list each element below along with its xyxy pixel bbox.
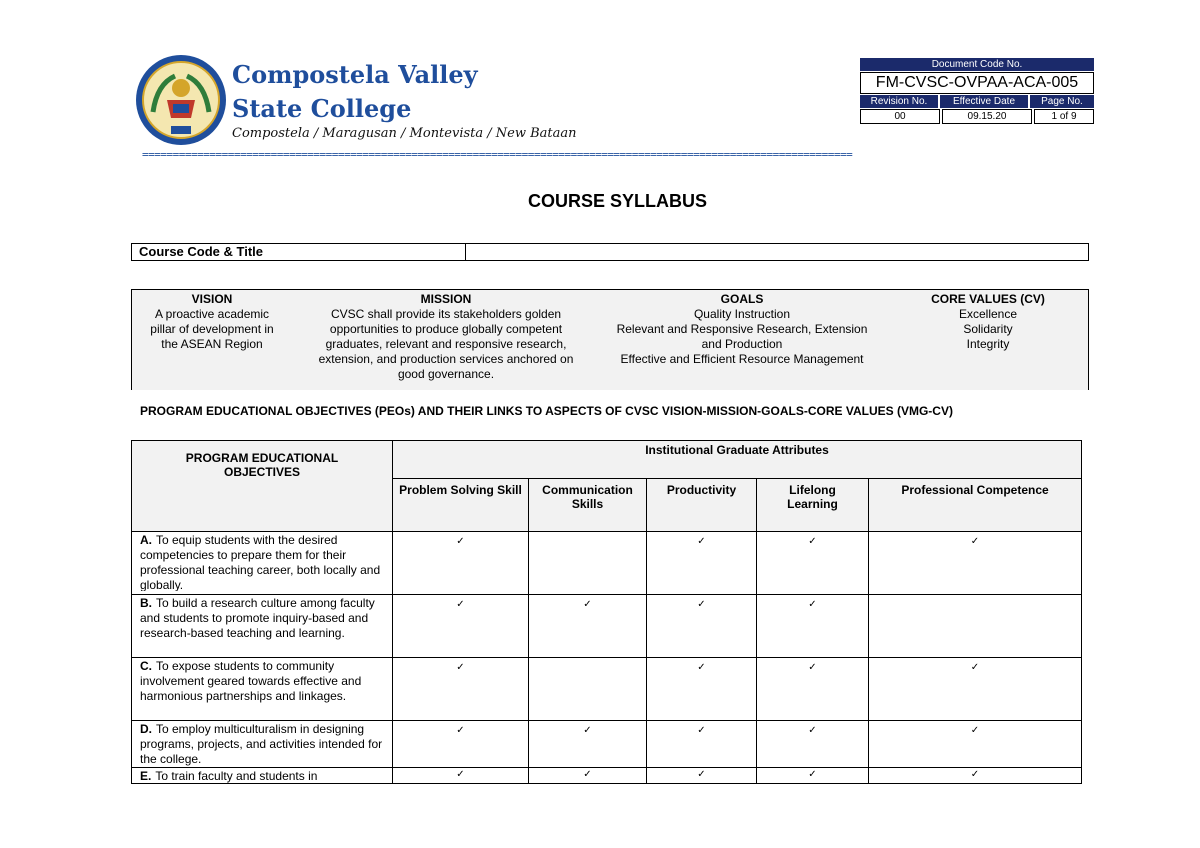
goals-line: Effective and Efficient Resource Management	[620, 352, 864, 366]
goals-column	[602, 292, 882, 367]
objective-cell	[132, 532, 393, 595]
objective-text: To expose students to community involvement geared towards effective and harmonious partnerships and linkages.	[140, 659, 362, 703]
check-cell: ✓	[757, 532, 869, 595]
core-values-heading: CORE VALUES (CV)	[931, 292, 1045, 306]
objective-letter: E.	[140, 769, 152, 783]
table-row	[132, 768, 1082, 784]
attribute-header: Productivity	[647, 479, 757, 532]
check-cell: ✓	[393, 595, 529, 658]
check-cell: ✓	[529, 721, 647, 768]
objective-letter: B.	[140, 596, 152, 610]
page-title: COURSE SYLLABUS	[527, 191, 707, 211]
attribute-header: Professional Competence	[869, 479, 1082, 532]
empty-cell	[529, 658, 647, 721]
objective-cell	[132, 595, 393, 658]
vision-line: A proactive academic	[154, 307, 270, 321]
check-cell: ✓	[647, 595, 757, 658]
core-value: Integrity	[966, 337, 1010, 351]
check-cell: ✓	[393, 532, 529, 595]
objective-text: To train faculty and students in	[155, 769, 318, 783]
check-cell: ✓	[869, 768, 1082, 784]
attributes-header: Institutional Graduate Attributes	[393, 441, 1082, 479]
campus-list: Compostela / Maragusan / Montevista / New Bataan	[232, 126, 577, 141]
goals-heading: GOALS	[720, 292, 764, 306]
objective-letter: A.	[140, 533, 152, 547]
table-row	[132, 658, 1082, 721]
check-cell: ✓	[529, 595, 647, 658]
mission-line: extension, and production services anchored on	[318, 352, 574, 366]
objective-letter: C.	[140, 659, 152, 673]
check-cell: ✓	[529, 768, 647, 784]
check-cell: ✓	[647, 532, 757, 595]
page-number-label: Page No.	[1030, 95, 1094, 108]
core-values-column	[902, 292, 1074, 352]
empty-cell	[869, 595, 1082, 658]
document-code-box	[860, 58, 1094, 124]
core-value: Excellence	[958, 307, 1018, 321]
header-divider: ====================================================================================================================	[142, 148, 853, 161]
core-value: Solidarity	[963, 322, 1013, 336]
check-cell: ✓	[869, 721, 1082, 768]
empty-cell	[529, 532, 647, 595]
check-cell: ✓	[393, 768, 529, 784]
mission-line: good governance.	[397, 367, 495, 381]
vision-line: the ASEAN Region	[161, 337, 263, 351]
objective-text: To employ multiculturalism in designing programs, projects, and activities intended for the college.	[140, 722, 383, 766]
vision-column	[132, 292, 292, 352]
course-code-table	[131, 243, 1089, 261]
check-cell: ✓	[869, 658, 1082, 721]
objective-text: To equip students with the desired competencies to prepare them for their professional teaching career, both locally and globally.	[140, 533, 381, 591]
mission-line: graduates, relevant and responsive research,	[325, 337, 567, 351]
course-code-label: Course Code & Title	[132, 244, 466, 260]
objective-text: To build a research culture among faculty and students to promote inquiry-based and research-based teaching and learning.	[140, 596, 375, 640]
attribute-header: Lifelong Learning	[757, 479, 869, 532]
revision-label: Revision No.	[860, 95, 938, 108]
goals-line: Relevant and Responsive Research, Extension	[616, 322, 868, 336]
check-cell: ✓	[647, 721, 757, 768]
mission-line: CVSC shall provide its stakeholders golden	[330, 307, 562, 321]
objective-cell	[132, 768, 393, 784]
goals-line: Quality Instruction	[693, 307, 791, 321]
table-row	[132, 595, 1082, 658]
check-cell: ✓	[647, 658, 757, 721]
college-name-line2: State College	[232, 94, 412, 123]
check-cell: ✓	[393, 721, 529, 768]
effective-date-label: Effective Date	[940, 95, 1028, 108]
vmgo-box	[131, 289, 1089, 390]
peo-section-heading: PROGRAM EDUCATIONAL OBJECTIVES (PEOs) AND THEIR LINKS TO ASPECTS OF CVSC VISION-MISSION-GOALS-CORE VALUES (VMG-CV)	[140, 404, 953, 418]
mission-column	[308, 292, 584, 382]
check-cell: ✓	[869, 532, 1082, 595]
document-code-label: Document Code No.	[860, 58, 1094, 71]
college-seal-logo	[135, 54, 227, 146]
check-cell: ✓	[757, 658, 869, 721]
effective-date-value: 09.15.20	[942, 109, 1032, 124]
objectives-header: PROGRAM EDUCATIONAL OBJECTIVES	[132, 441, 393, 532]
check-cell: ✓	[757, 721, 869, 768]
page-number-value: 1 of 9	[1034, 109, 1094, 124]
revision-value: 00	[860, 109, 940, 124]
vision-line: pillar of development in	[150, 322, 274, 336]
attribute-header: Problem Solving Skill	[393, 479, 529, 532]
vision-heading: VISION	[191, 292, 233, 306]
college-name-line1: Compostela Valley	[232, 60, 478, 89]
check-cell: ✓	[757, 768, 869, 784]
goals-line: and Production	[701, 337, 783, 351]
check-cell: ✓	[647, 768, 757, 784]
course-code-value	[466, 244, 1088, 260]
objective-cell	[132, 721, 393, 768]
college-name	[232, 58, 478, 126]
peo-table	[131, 440, 1082, 784]
objective-cell	[132, 658, 393, 721]
check-cell: ✓	[757, 595, 869, 658]
mission-heading: MISSION	[420, 292, 472, 306]
objective-letter: D.	[140, 722, 152, 736]
table-row	[132, 532, 1082, 595]
document-code: FM-CVSC-OVPAA-ACA-005	[860, 72, 1094, 94]
mission-line: opportunities to produce globally competent	[329, 322, 563, 336]
attribute-header: Communication Skills	[529, 479, 647, 532]
table-row	[132, 721, 1082, 768]
check-cell: ✓	[393, 658, 529, 721]
